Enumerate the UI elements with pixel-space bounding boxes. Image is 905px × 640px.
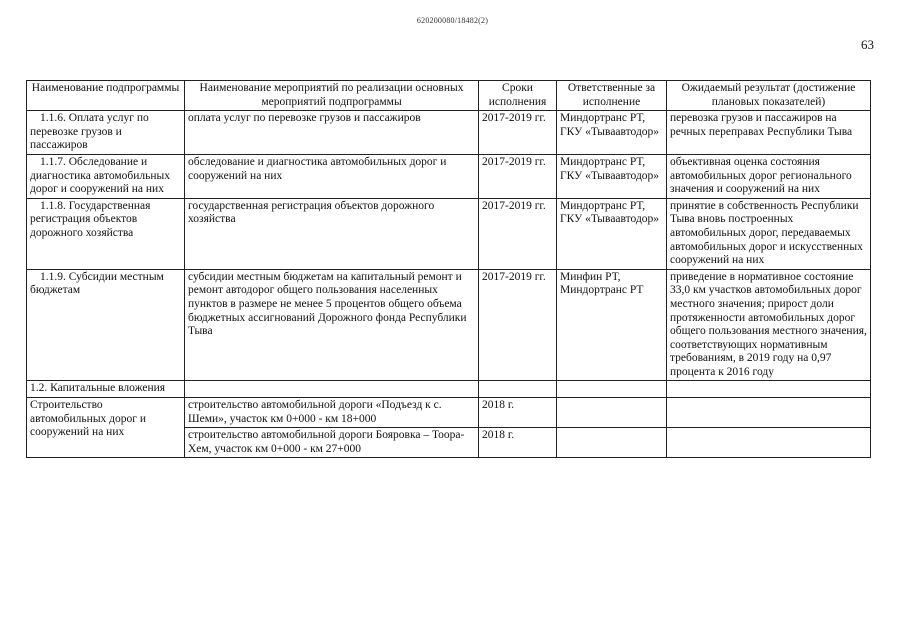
- cell-responsible: Миндортранс РТ, ГКУ «Тываавтодор»: [557, 111, 667, 155]
- table-row: [27, 381, 871, 398]
- table-header-row: [27, 81, 871, 111]
- column-header-activity: Наименование мероприятий по реализации основных мероприятий подпрограммы: [185, 81, 479, 111]
- cell-subprogram: 1.1.9. Субсидии местным бюджетам: [27, 269, 185, 381]
- cell-responsible: [557, 428, 667, 458]
- cell-subprogram-construction: Строительство автомобильных дорог и сооружений на них: [27, 398, 185, 458]
- cell-responsible: Минфин РТ, Миндортранс РТ: [557, 269, 667, 381]
- cell-result: перевозка грузов и пассажиров на речных переправах Республики Тыва: [667, 111, 871, 155]
- table-row: [27, 111, 871, 155]
- cell-result: объективная оценка состояния автомобильных дорог регионального значения и сооружений на них: [667, 154, 871, 198]
- column-header-subprogram: Наименование подпрограммы: [27, 81, 185, 111]
- cell-result: [667, 381, 871, 398]
- cell-responsible: Миндортранс РТ, ГКУ «Тываавтодор»: [557, 198, 667, 269]
- cell-activity: государственная регистрация объектов дорожного хозяйства: [185, 198, 479, 269]
- table-row: [27, 198, 871, 269]
- table-row: [27, 398, 871, 428]
- activities-table: [26, 80, 871, 458]
- cell-responsible: [557, 381, 667, 398]
- cell-responsible: [557, 398, 667, 428]
- document-id: 620200080/18482(2): [416, 16, 489, 25]
- cell-activity: строительство автомобильной дороги «Подъезд к с. Шеми», участок км 0+000 - км 18+000: [185, 398, 479, 428]
- cell-subprogram: 1.2. Капитальные вложения: [27, 381, 185, 398]
- cell-period: 2018 г.: [479, 398, 557, 428]
- column-header-responsible: Ответственные за исполнение: [557, 81, 667, 111]
- column-header-period: Сроки исполнения: [479, 81, 557, 111]
- cell-period: 2017-2019 гг.: [479, 111, 557, 155]
- table-row: [27, 269, 871, 381]
- cell-result: приведение в нормативное состояние 33,0 км участков автомобильных дорог местного значения; прирост доли протяженности автомобильных дорог общего пользования местного значения, соответствующих нормативным требованиям, в 2019 году на 0,97 процента к 2016 году: [667, 269, 871, 381]
- cell-activity: [185, 381, 479, 398]
- cell-period: 2017-2019 гг.: [479, 198, 557, 269]
- cell-period: 2017-2019 гг.: [479, 269, 557, 381]
- cell-activity: обследование и диагностика автомобильных дорог и сооружений на них: [185, 154, 479, 198]
- cell-subprogram: 1.1.7. Обследование и диагностика автомобильных дорог и сооружений на них: [27, 154, 185, 198]
- cell-responsible: Миндортранс РТ, ГКУ «Тываавтодор»: [557, 154, 667, 198]
- cell-period: 2017-2019 гг.: [479, 154, 557, 198]
- cell-result: [667, 428, 871, 458]
- table-row: [27, 154, 871, 198]
- cell-activity: оплата услуг по перевозке грузов и пассажиров: [185, 111, 479, 155]
- cell-subprogram: 1.1.6. Оплата услуг по перевозке грузов и пассажиров: [27, 111, 185, 155]
- cell-activity: субсидии местным бюджетам на капитальный ремонт и ремонт автодорог общего пользования населенных пунктов в размере не менее 5 процентов общего объема бюджетных ассигнований Дорожного фонда Республики Тыва: [185, 269, 479, 381]
- column-header-result: Ожидаемый результат (достижение плановых показателей): [667, 81, 871, 111]
- cell-period: [479, 381, 557, 398]
- cell-period: 2018 г.: [479, 428, 557, 458]
- cell-result: [667, 398, 871, 428]
- cell-result: принятие в собственность Республики Тыва вновь построенных автомобильных дорог, передаваемых автомобильных дорог и искусственных сооружений на них: [667, 198, 871, 269]
- cell-subprogram: 1.1.8. Государственная регистрация объектов дорожного хозяйства: [27, 198, 185, 269]
- page-number: 63: [861, 37, 874, 52]
- cell-activity: строительство автомобильной дороги Бояровка – Тоора-Хем, участок км 0+000 - км 27+000: [185, 428, 479, 458]
